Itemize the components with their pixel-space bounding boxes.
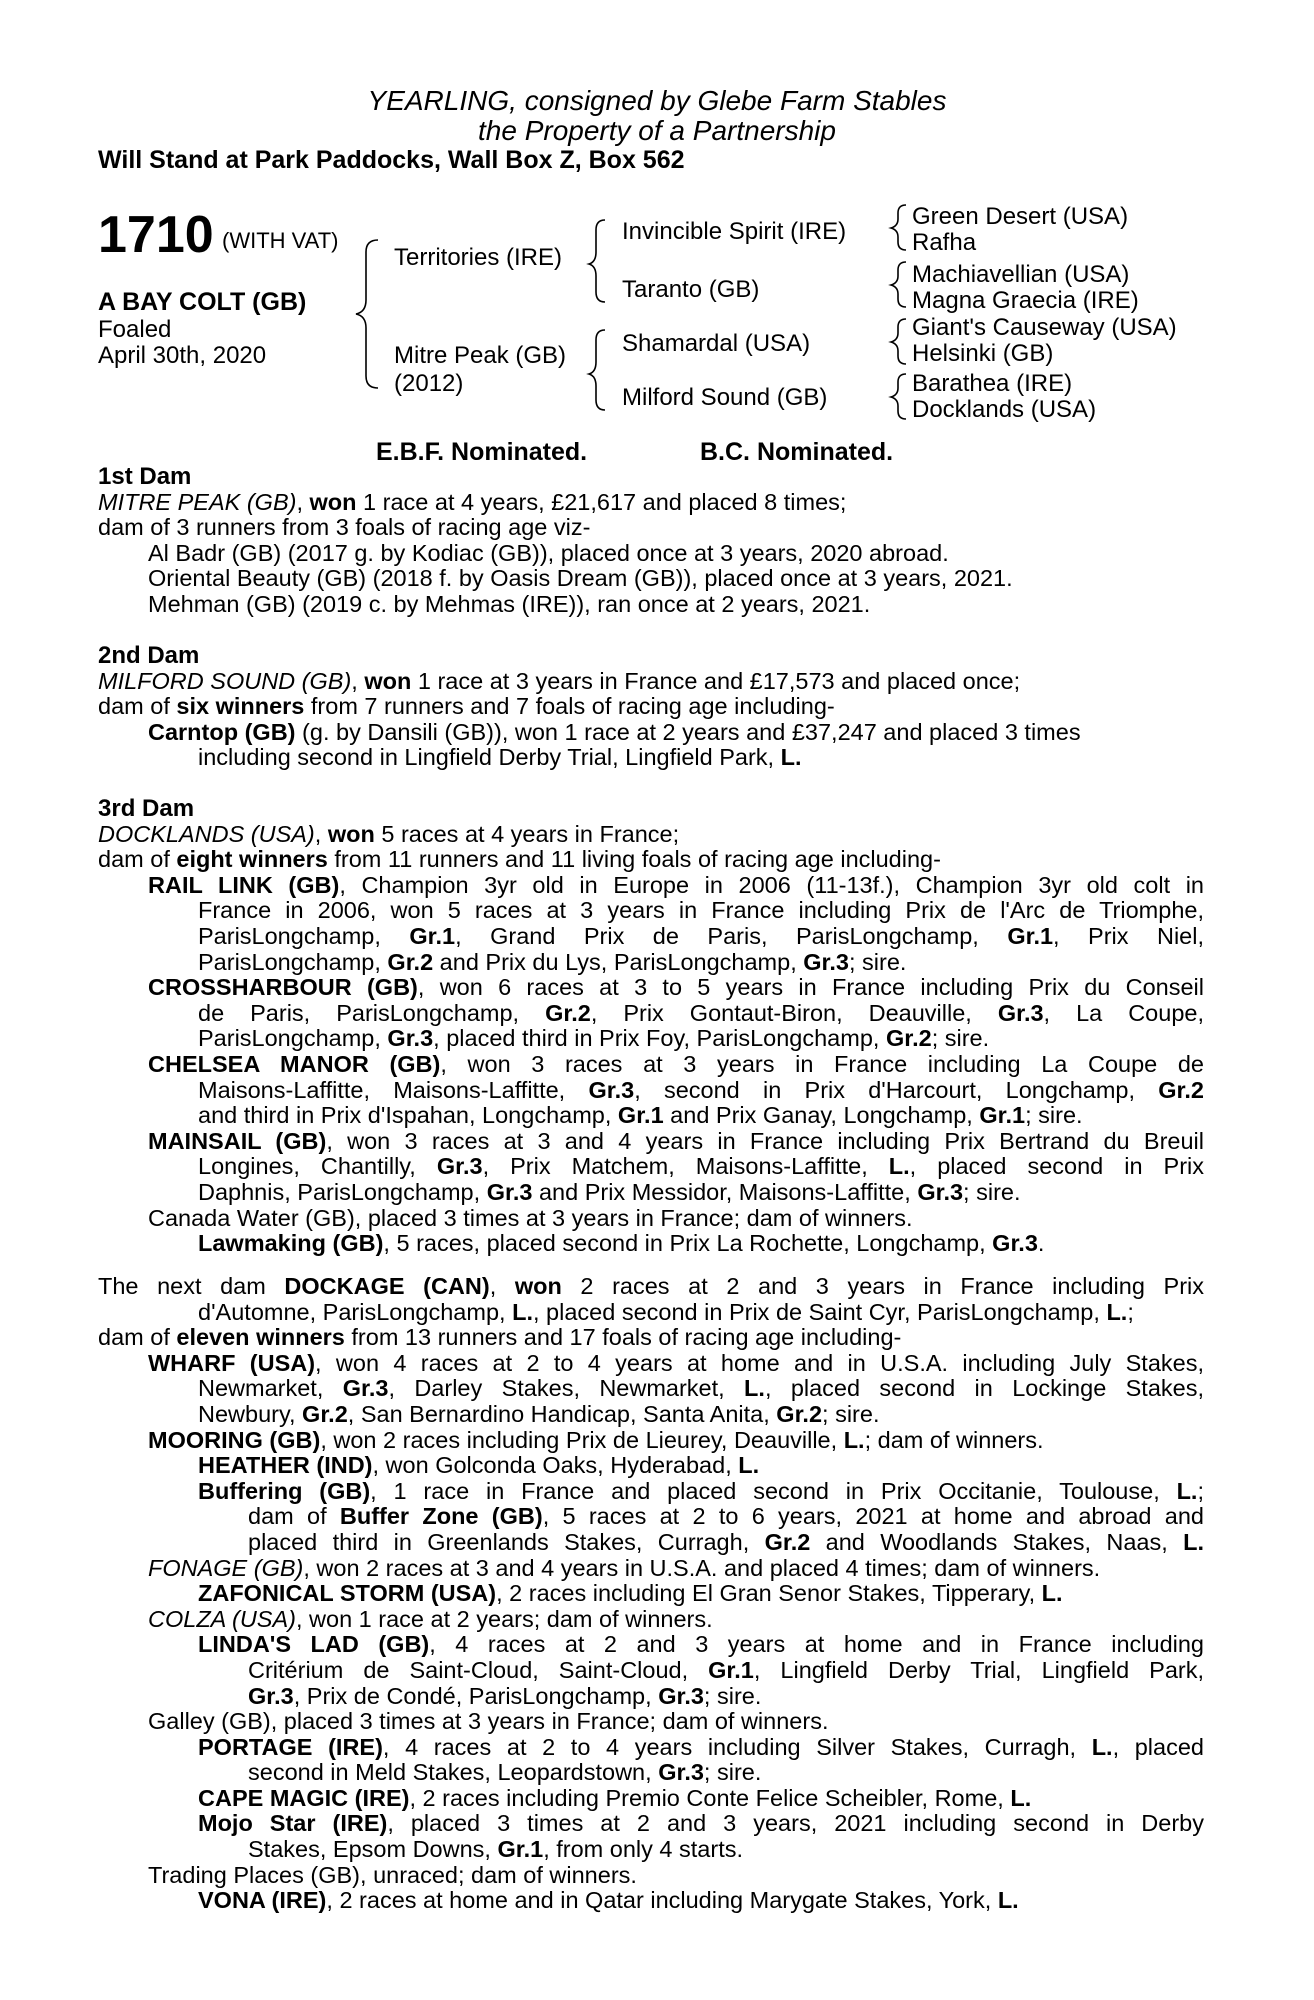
pedigree-dam-dam: Milford Sound (GB): [622, 384, 828, 411]
text: dam of: [248, 1503, 340, 1530]
vona-line: [98, 1888, 1204, 1914]
text: Newmarket,: [198, 1375, 343, 1402]
listed-label: L.: [1106, 1298, 1128, 1325]
fonage-line: [98, 1556, 1204, 1582]
text: , from only 4 starts.: [543, 1836, 744, 1863]
carntop-line-1: [98, 720, 1204, 746]
text: , Lingfield Derby Trial, Lingfield Park,: [753, 1656, 1205, 1683]
listed-label: L.: [1041, 1580, 1063, 1607]
horse-name: COLZA (USA): [148, 1605, 296, 1632]
text: and third in Prix d'Ispahan, Longchamp,: [198, 1102, 618, 1129]
portage-line-1: [98, 1735, 1204, 1761]
second-dam-runners: [98, 694, 1204, 720]
canada-water-line: Canada Water (GB), placed 3 times at 3 years in France; dam of winners.: [148, 1204, 913, 1231]
text: dam of: [98, 1324, 177, 1351]
won-label: won: [364, 667, 412, 694]
listed-label: L.: [888, 1153, 910, 1180]
dam-name: DOCKAGE (CAN): [284, 1273, 490, 1299]
mainsail-line-2: [98, 1154, 1204, 1180]
third-dam-heading: 3rd Dam: [98, 795, 195, 822]
lindas-lad-line-2: [98, 1658, 1204, 1684]
trading-places-line: Trading Places (GB), unraced; dam of winners.: [148, 1861, 637, 1888]
text: (g. by Dansili (GB)), won 1 race at 2 years and £37,247 and placed 3 times: [295, 718, 1081, 745]
horse-name: Lawmaking (GB): [198, 1230, 384, 1257]
second-dam-heading: 2nd Dam: [98, 642, 200, 669]
pedigree-gg-5: Giant's Causeway (USA): [912, 314, 1177, 341]
first-dam-intro: MITRE PEAK (GB), won 1 race at 4 years, £21,617 and placed 8 times;: [98, 488, 847, 515]
grade-label: Gr.2: [387, 948, 434, 975]
pedigree-gg-8: Docklands (USA): [912, 396, 1097, 423]
listed-label: L.: [1091, 1733, 1113, 1760]
text: , 1 race in France and placed second in Prix Occitanie, Toulouse,: [370, 1477, 1177, 1504]
grade-label: Gr.2: [764, 1528, 811, 1555]
header-line-3: Will Stand at Park Paddocks, Wall Box Z, Box 562: [98, 146, 685, 174]
pedigree-gg-4: Magna Graecia (IRE): [912, 287, 1139, 314]
text: , Prix Niel,: [1053, 922, 1204, 949]
pedigree-sire: Territories (IRE): [394, 244, 563, 271]
horse-name: CROSSHARBOUR (GB): [148, 974, 418, 1001]
lindas-lad-line-1: [98, 1632, 1204, 1658]
offspring-2: Oriental Beauty (GB) (2018 f. by Oasis Dream (GB)), placed once at 3 years, 2021.: [148, 565, 1013, 592]
mainsail-line-3: [98, 1180, 1204, 1206]
mooring-line: [98, 1428, 1204, 1454]
vat-label: (WITH VAT): [222, 228, 339, 253]
header-line-1: YEARLING, consigned by Glebe Farm Stables: [367, 85, 947, 116]
text: ; sire.: [1025, 1102, 1083, 1129]
horse-name: CAPE MAGIC (IRE): [198, 1784, 410, 1811]
grade-label: Gr.3: [387, 1025, 434, 1052]
second-dam-intro: MILFORD SOUND (GB), won 1 race at 3 years in France and £17,573 and placed once;: [98, 667, 1021, 694]
text: , second in Prix d'Harcourt, Longchamp,: [634, 1076, 1159, 1103]
listed-label: L.: [1176, 1477, 1198, 1504]
foaled-label: Foaled: [98, 316, 172, 343]
grade-label: Gr.1: [979, 1102, 1026, 1129]
text: , 2 races including El Gran Senor Stakes, Tipperary,: [496, 1580, 1042, 1607]
crossharbour-line-3: [98, 1026, 1204, 1052]
text: ; sire.: [822, 1400, 880, 1427]
grade-label: Gr.3: [917, 1178, 964, 1205]
won-label: won: [309, 488, 357, 515]
next-dam-line-1: The next dam DOCKAGE (CAN), won 2 races at 2 and 3 years in France including Prix: [98, 1273, 1204, 1299]
next-dam-line-2: [98, 1300, 1204, 1326]
crossharbour-line-1: [98, 975, 1204, 1001]
first-dam-section: [98, 464, 1204, 618]
text: ; sire.: [703, 1682, 762, 1709]
lot-title: A BAY COLT (GB): [98, 288, 307, 316]
pedigree-gg-7: Barathea (IRE): [912, 370, 1073, 397]
offspring-3: Mehman (GB) (2019 c. by Mehmas (IRE)), ran once at 2 years, 2021.: [148, 590, 871, 617]
brace-g1: [891, 205, 906, 250]
pedigree-dam: Mitre Peak (GB): [394, 342, 567, 369]
text: de Paris, ParisLongchamp,: [198, 999, 546, 1026]
text: , placed 3 times at 2 and 3 years, 2021 including second in Derby: [387, 1810, 1204, 1837]
listed-label: L.: [1183, 1528, 1204, 1555]
text: dam of: [98, 693, 177, 720]
text: , 5 races, placed second in Prix La Rochette, Longchamp,: [383, 1230, 993, 1257]
horse-name: HEATHER (IND): [198, 1452, 373, 1479]
horse-name: WHARF (USA): [148, 1349, 316, 1376]
heather-line: [98, 1453, 1204, 1479]
brace-g3: [891, 319, 906, 364]
text: , 4 races at 2 and 3 years at home and in France including: [429, 1631, 1204, 1658]
rail-link-line-2: France in 2006, won 5 races at 3 years in France including Prix de l'Arc de Triomphe,: [198, 897, 1204, 924]
text: Maisons-Laffitte, Maisons-Laffitte,: [198, 1076, 589, 1103]
grade-label: Gr.2: [545, 999, 591, 1026]
text: d'Automne, ParisLongchamp,: [198, 1298, 513, 1325]
text: , placed second in Prix de Saint Cyr, ParisLongchamp,: [532, 1298, 1107, 1325]
brace-g2: [891, 262, 906, 307]
lawmaking-line: [98, 1231, 1204, 1257]
text: .: [1037, 1230, 1045, 1257]
horse-name: CHELSEA MANOR (GB): [148, 1050, 441, 1077]
listed-label: L.: [780, 744, 802, 771]
text: , placed second in Prix: [909, 1153, 1204, 1180]
third-dam-intro: DOCKLANDS (USA), won 5 races at 4 years in France;: [98, 820, 680, 847]
text: second in Meld Stakes, Leopardstown,: [248, 1759, 659, 1786]
text: Critérium de Saint-Cloud, Saint-Cloud,: [248, 1656, 709, 1683]
zafonical-line: [98, 1581, 1204, 1607]
text: ParisLongchamp,: [198, 948, 388, 975]
grade-label: Gr.2: [302, 1400, 348, 1427]
winners-count: eleven winners: [176, 1324, 345, 1351]
text: and Prix Ganay, Longchamp,: [663, 1102, 980, 1129]
text: , won 1 race at 2 years; dam of winners.: [295, 1605, 713, 1632]
won-label: won: [514, 1273, 562, 1299]
mojo-star-line-2: [98, 1837, 1204, 1863]
text: and Prix du Lys, ParisLongchamp,: [433, 948, 804, 975]
text: ; dam of winners.: [864, 1426, 1044, 1453]
text: Newbury,: [198, 1400, 303, 1427]
buffering-line: [98, 1479, 1204, 1505]
carntop-line-2: [98, 745, 1204, 771]
third-dam-runners: [98, 847, 1204, 873]
listed-label: L.: [512, 1298, 533, 1325]
grade-label: Gr.1: [409, 922, 456, 949]
grade-label: Gr.3: [486, 1178, 533, 1205]
horse-name: LINDA'S LAD (GB): [198, 1631, 430, 1658]
horse-name: MAINSAIL (GB): [148, 1127, 327, 1154]
brace-main: [356, 240, 378, 388]
text: , won Golconda Oaks, Hyderabad,: [372, 1452, 739, 1479]
chelsea-line-1: [98, 1052, 1204, 1078]
wharf-line-1: [98, 1351, 1204, 1377]
horse-name: MOORING (GB): [148, 1426, 321, 1453]
pedigree-gg-3: Machiavellian (USA): [912, 261, 1130, 288]
first-dam-heading: 1st Dam: [98, 463, 192, 490]
text: 5 races at 4 years in France;: [374, 820, 680, 847]
pedigree-dam-year: (2012): [394, 370, 464, 397]
horse-name: RAIL LINK (GB): [148, 871, 340, 898]
second-dam-section: [98, 643, 1204, 771]
chelsea-line-3: [98, 1103, 1204, 1129]
cape-magic-line: [98, 1786, 1204, 1812]
text: , won 3 races at 3 years in France including La Coupe de: [440, 1050, 1204, 1077]
text: , San Bernardino Handicap, Santa Anita,: [347, 1400, 777, 1427]
first-dam-runners: dam of 3 runners from 3 foals of racing age viz-: [98, 514, 591, 541]
pedigree-gg-1: Green Desert (USA): [912, 203, 1129, 230]
text: ParisLongchamp,: [198, 1025, 388, 1052]
wharf-line-3: [98, 1402, 1204, 1428]
text: , Grand Prix de Paris, ParisLongchamp,: [455, 922, 1008, 949]
wharf-line-2: [98, 1376, 1204, 1402]
grade-label: Gr.2: [1158, 1076, 1204, 1103]
text: from 7 runners and 7 foals of racing age including-: [304, 693, 835, 720]
foaled-date: April 30th, 2020: [98, 342, 267, 369]
pedigree-sire-sire: Invincible Spirit (IRE): [622, 218, 847, 245]
text: including second in Lingfield Derby Trial, Lingfield Park,: [198, 744, 781, 771]
text: , Champion 3yr old in Europe in 2006 (11-13f.), Champion 3yr old colt in: [339, 871, 1204, 898]
portage-line-2: [98, 1760, 1204, 1786]
horse-name: Buffering (GB): [198, 1477, 371, 1504]
text: Longines, Chantilly,: [198, 1153, 437, 1180]
text: , won 2 races at 3 and 4 years in U.S.A. and placed 4 times; dam of winners.: [303, 1554, 1101, 1581]
text: ; sire.: [703, 1759, 762, 1786]
listed-label: L.: [1010, 1784, 1032, 1811]
horse-name: VONA (IRE): [198, 1887, 327, 1914]
horse-name: Buffer Zone (GB): [339, 1503, 543, 1530]
grade-label: Gr.1: [497, 1836, 544, 1863]
text: ; sire.: [931, 1025, 990, 1052]
text: , 4 races at 2 to 4 years including Silver Stakes, Curragh,: [382, 1733, 1092, 1760]
text: , Prix Matchem, Maisons-Laffitte,: [482, 1153, 889, 1180]
text: , placed third in Prix Foy, ParisLongchamp,: [433, 1025, 886, 1052]
text: and Woodlands Stakes, Naas,: [810, 1528, 1184, 1555]
text: Stakes, Epsom Downs,: [248, 1836, 498, 1863]
crossharbour-line-2: [98, 1001, 1204, 1027]
next-dam-line-3: [98, 1325, 1204, 1351]
buffer-zone-line-1: [98, 1504, 1204, 1530]
rail-link-line-4: [98, 950, 1204, 976]
text: ParisLongchamp,: [198, 922, 410, 949]
text: , placed second in Lockinge Stakes,: [764, 1375, 1204, 1402]
second-dam-intro-text: 1 race at 3 years in France and £17,573 and placed once;: [411, 667, 1021, 694]
pedigree-sire-dam: Taranto (GB): [622, 276, 760, 303]
buffer-zone-line-2: [98, 1530, 1204, 1556]
horse-name: ZAFONICAL STORM (USA): [198, 1580, 497, 1607]
brace-dam: [589, 330, 605, 410]
text: , won 2 races including Prix de Lieurey, Deauville,: [320, 1426, 844, 1453]
listed-label: L.: [997, 1887, 1019, 1914]
text: , won 4 races at 2 to 4 years at home and in U.S.A. including July Stakes,: [315, 1349, 1204, 1376]
grade-label: Gr.1: [708, 1656, 754, 1683]
text: , Darley Stakes, Newmarket,: [388, 1375, 745, 1402]
mojo-star-line-1: [98, 1811, 1204, 1837]
grade-label: Gr.3: [997, 999, 1044, 1026]
horse-name: FONAGE (GB): [148, 1554, 304, 1581]
text: The next dam: [98, 1273, 285, 1299]
third-dam-name: DOCKLANDS (USA): [98, 820, 315, 847]
grade-label: Gr.3: [803, 948, 849, 975]
header-line-2: the Property of a Partnership: [478, 115, 836, 146]
pedigree-gg-6: Helsinki (GB): [912, 340, 1054, 367]
text: , placed: [1112, 1733, 1204, 1760]
chelsea-line-2: [98, 1078, 1204, 1104]
lot-number: 1710: [98, 206, 214, 264]
text: 2 races at 2 and 3 years in France including Prix: [561, 1273, 1204, 1299]
grade-label: Gr.1: [1007, 922, 1054, 949]
grade-label: Gr.2: [885, 1025, 932, 1052]
text: , won 3 races at 3 and 4 years in France including Prix Bertrand du Breuil: [326, 1127, 1204, 1154]
text: ;: [1197, 1477, 1204, 1504]
grade-label: Gr.3: [992, 1230, 1038, 1257]
grade-label: Gr.3: [658, 1682, 704, 1709]
grade-label: Gr.3: [588, 1076, 635, 1103]
bc-nominated: B.C. Nominated.: [700, 438, 894, 466]
text: , Prix de Condé, ParisLongchamp,: [293, 1682, 659, 1709]
horse-name: Carntop (GB): [148, 718, 296, 745]
text: , Prix Gontaut-Biron, Deauville,: [590, 999, 998, 1026]
text: , La Coupe,: [1043, 999, 1204, 1026]
text: from 13 runners and 17 foals of racing age including-: [344, 1324, 902, 1351]
text: dam of: [98, 846, 177, 873]
text: , 5 races at 2 to 6 years, 2021 at home and abroad and: [542, 1503, 1204, 1530]
grade-label: Gr.2: [776, 1400, 823, 1427]
second-dam-name: MILFORD SOUND (GB): [98, 667, 352, 694]
grade-label: Gr.1: [617, 1102, 664, 1129]
horse-name: PORTAGE (IRE): [198, 1733, 383, 1760]
brace-sire: [589, 220, 605, 302]
listed-label: L.: [843, 1426, 865, 1453]
grade-label: Gr.3: [342, 1375, 389, 1402]
text: ; sire.: [849, 948, 907, 975]
pedigree-dam-sire: Shamardal (USA): [622, 330, 811, 357]
rail-link-line-3: [98, 924, 1204, 950]
mainsail-line-1: [98, 1129, 1204, 1155]
offspring-1: Al Badr (GB) (2017 g. by Kodiac (GB)), placed once at 3 years, 2020 abroad.: [148, 539, 949, 566]
text: , 2 races at home and in Qatar including Marygate Stakes, York,: [326, 1887, 998, 1914]
rail-link-line-1: [98, 873, 1204, 899]
galley-line: Galley (GB), placed 3 times at 3 years in France; dam of winners.: [148, 1708, 829, 1735]
first-dam-intro-text: 1 race at 4 years, £21,617 and placed 8 times;: [356, 488, 847, 515]
winners-count: eight winners: [176, 846, 328, 873]
ebf-nominated: E.B.F. Nominated.: [376, 438, 588, 466]
text: , 2 races including Premio Conte Felice Scheibler, Rome,: [409, 1784, 1011, 1811]
text: from 11 runners and 11 living foals of racing age including-: [327, 846, 941, 873]
listed-label: L.: [744, 1375, 765, 1402]
grade-label: Gr.3: [248, 1682, 294, 1709]
grade-label: Gr.3: [658, 1759, 704, 1786]
third-dam-section: [98, 796, 1204, 1257]
winners-count: six winners: [176, 693, 305, 720]
pedigree-gg-2: Rafha: [912, 229, 977, 256]
listed-label: L.: [738, 1452, 760, 1479]
text: placed third in Greenlands Stakes, Curragh,: [248, 1528, 765, 1555]
text: Daphnis, ParisLongchamp,: [198, 1178, 487, 1205]
colza-line: [98, 1607, 1204, 1633]
brace-g4: [891, 374, 906, 419]
text: ;: [1127, 1298, 1134, 1325]
text: ; sire.: [963, 1178, 1021, 1205]
grade-label: Gr.3: [436, 1153, 483, 1180]
next-dam-section: [98, 1274, 1204, 1914]
text: and Prix Messidor, Maisons-Laffitte,: [532, 1178, 918, 1205]
lindas-lad-line-3: [98, 1684, 1204, 1710]
first-dam-name: MITRE PEAK (GB): [98, 488, 297, 515]
won-label: won: [327, 820, 375, 847]
horse-name: Mojo Star (IRE): [198, 1810, 388, 1837]
text: , won 6 races at 3 to 5 years in France including Prix du Conseil: [417, 974, 1205, 1001]
